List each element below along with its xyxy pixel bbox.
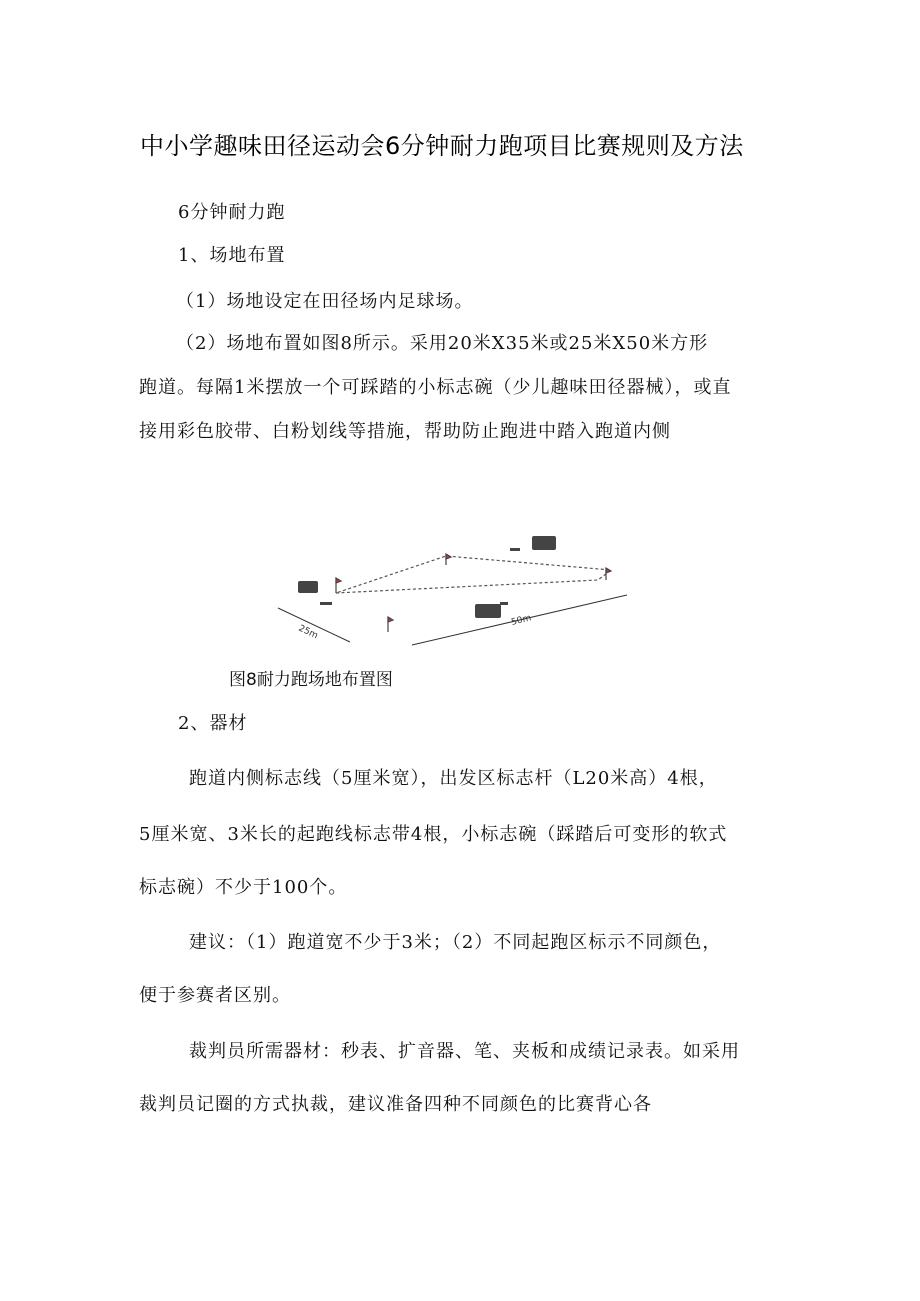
subsection-heading: 1、场地布置 [178, 245, 286, 266]
paragraph-line: 5厘米宽、3米长的起跑线标志带4根，小标志碗（踩踏后可变形的软式 [139, 824, 728, 845]
paragraph-line: （1）场地设定在田径场内足球场。 [176, 291, 474, 312]
document-title: 中小学趣味田径运动会6分钟耐力跑项目比赛规则及方法 [140, 132, 744, 160]
dimension-label: 50m [510, 613, 533, 628]
paragraph-line: 建议：（1）跑道宽不少于3米；（2）不同起跑区标示不同颜色， [189, 932, 722, 953]
section-heading: 6分钟耐力跑 [178, 202, 286, 223]
paragraph-line: 接用彩色胶带、白粉划线等措施，帮助防止跑进中踏入跑道内侧 [139, 421, 671, 442]
track-layout-figure [270, 520, 650, 665]
runner-group-icon [298, 536, 556, 618]
figure-caption: 图8耐力跑场地布置图 [229, 670, 393, 690]
paragraph-line: 裁判员记圈的方式执裁，建议准备四种不同颜色的比赛背心各 [139, 1094, 652, 1115]
paragraph-line: 标志碗）不少于100个。 [139, 877, 348, 898]
subsection-heading: 2、器材 [178, 713, 248, 734]
paragraph-line: （2）场地布置如图8所示。采用20米X35米或25米X50米方形 [176, 333, 709, 354]
paragraph-line: 跑道内侧标志线（5厘米宽），出发区标志杆（L20米高）4根， [189, 768, 718, 789]
paragraph-line: 裁判员所需器材：秒表、扩音器、笔、夹板和成绩记录表。如采用 [189, 1041, 740, 1062]
paragraph-line: 便于参赛者区别。 [139, 985, 291, 1006]
dimension-label: 25m [296, 623, 320, 642]
paragraph-line: 跑道。每隔1米摆放一个可踩踏的小标志碗（少儿趣味田径器械），或直 [139, 377, 732, 398]
